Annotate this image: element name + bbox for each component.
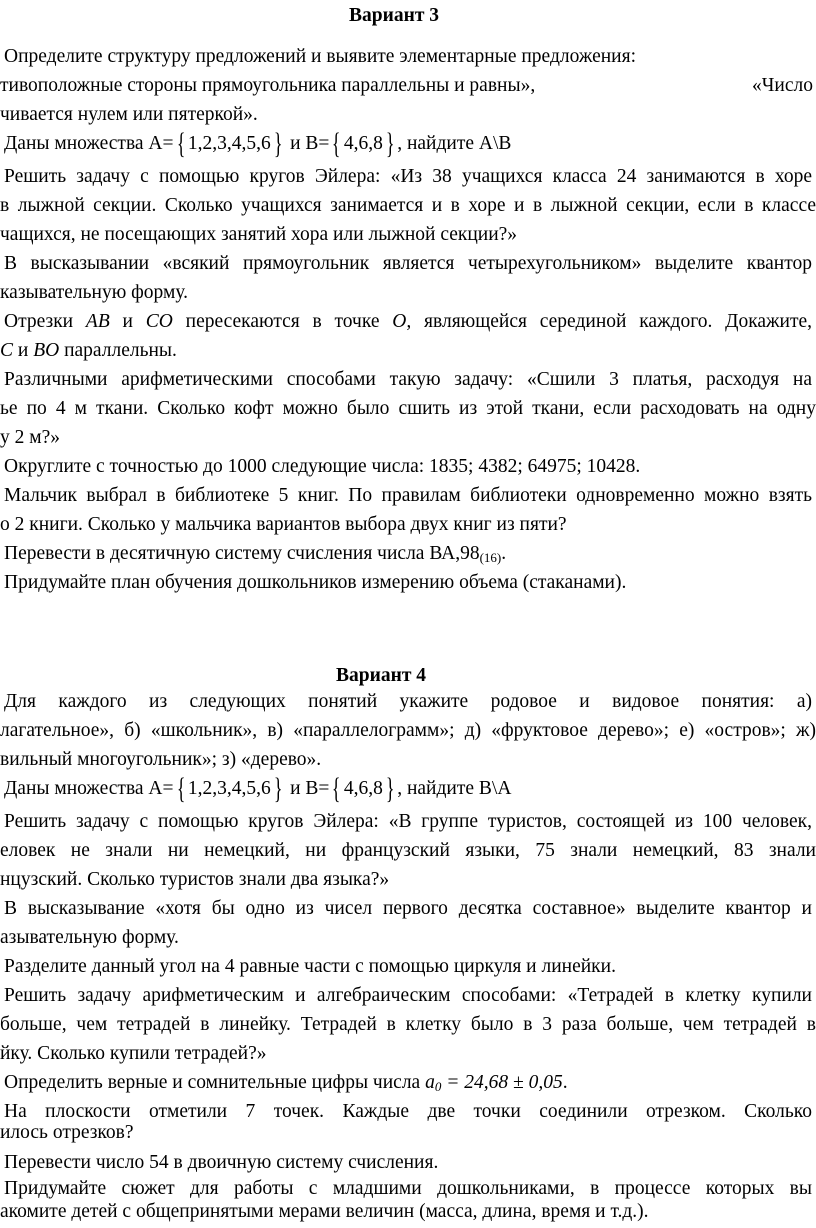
v3-task6-line3: у 2 м?»: [0, 427, 60, 448]
v4-task2-line: Даны множества А={ 1,2,3,4,5,6} и В={ 4,6,8} , найдите В\А: [4, 772, 512, 805]
var-a: a: [425, 1072, 435, 1093]
v3-task5-text-g: являющейся серединой каждого. Докажите,: [411, 311, 812, 332]
segment-ab: AB: [85, 311, 110, 332]
v4-task1-line3: вильный многоугольник»; з) «дерево».: [0, 749, 322, 770]
number-value: = 24,68 ± 0,05: [441, 1072, 563, 1093]
segment-bo: BO: [33, 340, 60, 361]
v3-task5-text-e: пересекаются в точке: [172, 311, 393, 332]
v4-task3-line3: нцузский. Сколько туристов знали два языка?»: [0, 869, 390, 890]
v4-task6-line3: йку. Сколько купили тетрадей?»: [0, 1043, 267, 1064]
v3-task9-dot: .: [501, 543, 507, 564]
v3-task3-line2: в лыжной секции. Сколько учащихся занимается и в хоре и в лыжной секции, если в классе: [0, 195, 816, 216]
v3-task5-text-i: параллельны.: [59, 340, 177, 361]
v3-task3-line3: чащихся, не посещающих занятий хора или лыжной секции?»: [0, 224, 518, 245]
var-a-subscript: 0: [434, 1079, 442, 1094]
v4-task3-line2: еловек не знали ни немецкий, ни французский языки, 75 знали немецкий, 83 знали: [0, 840, 816, 861]
v4-task7-dot: .: [562, 1072, 568, 1093]
v3-task3-line1: Решить задачу с помощью кругов Эйлера: «Из 38 учащихся класса 24 занимаются в хоре: [4, 166, 812, 187]
v3-task1-line2b: «Число: [752, 75, 813, 96]
v4-set-b: 4,6,8: [343, 778, 383, 799]
v3-task5-text-h: и: [13, 340, 34, 361]
variant-3-title: Вариант 3: [349, 5, 440, 26]
v4-task4-line1: В высказывание «хотя бы одно из чисел первого десятка составное» выделите квантор и: [4, 898, 812, 919]
v4-task2-text-c: , найдите В\А: [397, 778, 512, 799]
v3-task10-line: Придумайте план обучения дошкольников измерению объема (стаканами).: [4, 572, 627, 593]
v3-task1-line3: чивается нулем или пятеркой».: [0, 104, 258, 125]
v3-task5-line1: [4, 310, 812, 334]
v4-task10-line1: Придумайте сюжет для работы с младшими дошкольниками, в процессе которых вы: [4, 1178, 812, 1199]
v3-task7-line: Округлите с точностью до 1000 следующие числа: 1835; 4382; 64975; 10428.: [4, 456, 641, 477]
v4-task8-line2: илось отрезков?: [0, 1122, 134, 1143]
v4-task5-line: Разделите данный угол на 4 равные части с помощью циркуля и линейки.: [4, 956, 616, 977]
v4-task3-line1: Решить задачу с помощью кругов Эйлера: «В группе туристов, состоящей из 100 человек,: [4, 811, 812, 832]
v3-task8-line1: Мальчик выбрал в библиотеке 5 книг. По правилам библиотеки одновременно можно взять: [4, 485, 812, 506]
v4-task10-line2: акомите детей с общепринятыми мерами величин (масса, длина, время и т.д.).: [0, 1201, 649, 1222]
v4-task9-line: Перевести число 54 в двоичную систему счисления.: [4, 1152, 439, 1173]
segment-c: C: [0, 340, 14, 361]
v4-set-a: 1,2,3,4,5,6: [187, 778, 271, 799]
v4-task4-line2: азывательную форму.: [0, 927, 179, 948]
v4-task2-text-a: Даны множества А=: [4, 778, 174, 799]
point-o: O,: [392, 311, 412, 332]
variant-4-title: Вариант 4: [336, 665, 427, 686]
v3-task6-line2: ье по 4 м ткани. Сколько кофт можно было сшить из этой ткани, если расходовать на одну: [0, 398, 816, 419]
v3-set-b: 4,6,8: [343, 133, 383, 154]
v3-task9-text: Перевести в десятичную систему счисления числа ВА,98: [4, 543, 480, 564]
v3-task5-text-c: и: [109, 311, 146, 332]
v3-task2-text-c: , найдите А\В: [397, 133, 512, 154]
v3-task6-line1: Различными арифметическими способами такую задачу: «Сшили 3 платья, расходуя на: [4, 369, 812, 390]
v3-task1-line1: Определите структуру предложений и выявите элементарные предложения:: [4, 46, 636, 67]
v4-task7-line: [4, 1071, 568, 1099]
v3-task2-text-a: Даны множества А=: [4, 133, 174, 154]
v4-task7-text: Определить верные и сомнительные цифры числа: [4, 1072, 426, 1093]
v3-task5-line2: [0, 339, 177, 363]
v3-task2-text-b: и В=: [285, 133, 330, 154]
v3-task9-line: [4, 542, 506, 570]
v3-task5-text-a: Отрезки: [4, 311, 86, 332]
v3-task4-line1: В высказывании «всякий прямоугольник является четырехугольником» выделите квантор: [4, 253, 812, 274]
v3-set-a: 1,2,3,4,5,6: [187, 133, 271, 154]
base-subscript: (16): [479, 550, 502, 565]
v3-task4-line2: казывательную форму.: [0, 282, 189, 303]
v3-task8-line2: о 2 книги. Сколько у мальчика вариантов выбора двух книг из пяти?: [0, 514, 567, 535]
v4-task2-text-b: и В=: [285, 778, 330, 799]
v4-task1-line2: лагательное», б) «школьник», в) «параллелограмм»; д) «фруктовое дерево»; е) «остров»; ж): [0, 720, 816, 741]
v4-task6-line2: больше, чем тетрадей в линейку. Тетрадей в клетку было в 3 раза больше, чем тетрадей в: [0, 1014, 816, 1035]
v3-task2-line: Даны множества А={ 1,2,3,4,5,6} и В={ 4,6,8} , найдите А\В: [4, 127, 512, 160]
v3-task1-line2a: тивоположные стороны прямоугольника параллельны и равны»,: [0, 75, 536, 96]
v4-task6-line1: Решить задачу арифметическим и алгебраическим способами: «Тетрадей в клетку купили: [4, 985, 812, 1006]
v4-task8-line1: На плоскости отметили 7 точек. Каждые две точки соединили отрезком. Сколько: [4, 1101, 812, 1122]
segment-co: CO: [145, 311, 173, 332]
v4-task1-line1: Для каждого из следующих понятий укажите родовое и видовое понятия: а): [4, 691, 812, 712]
